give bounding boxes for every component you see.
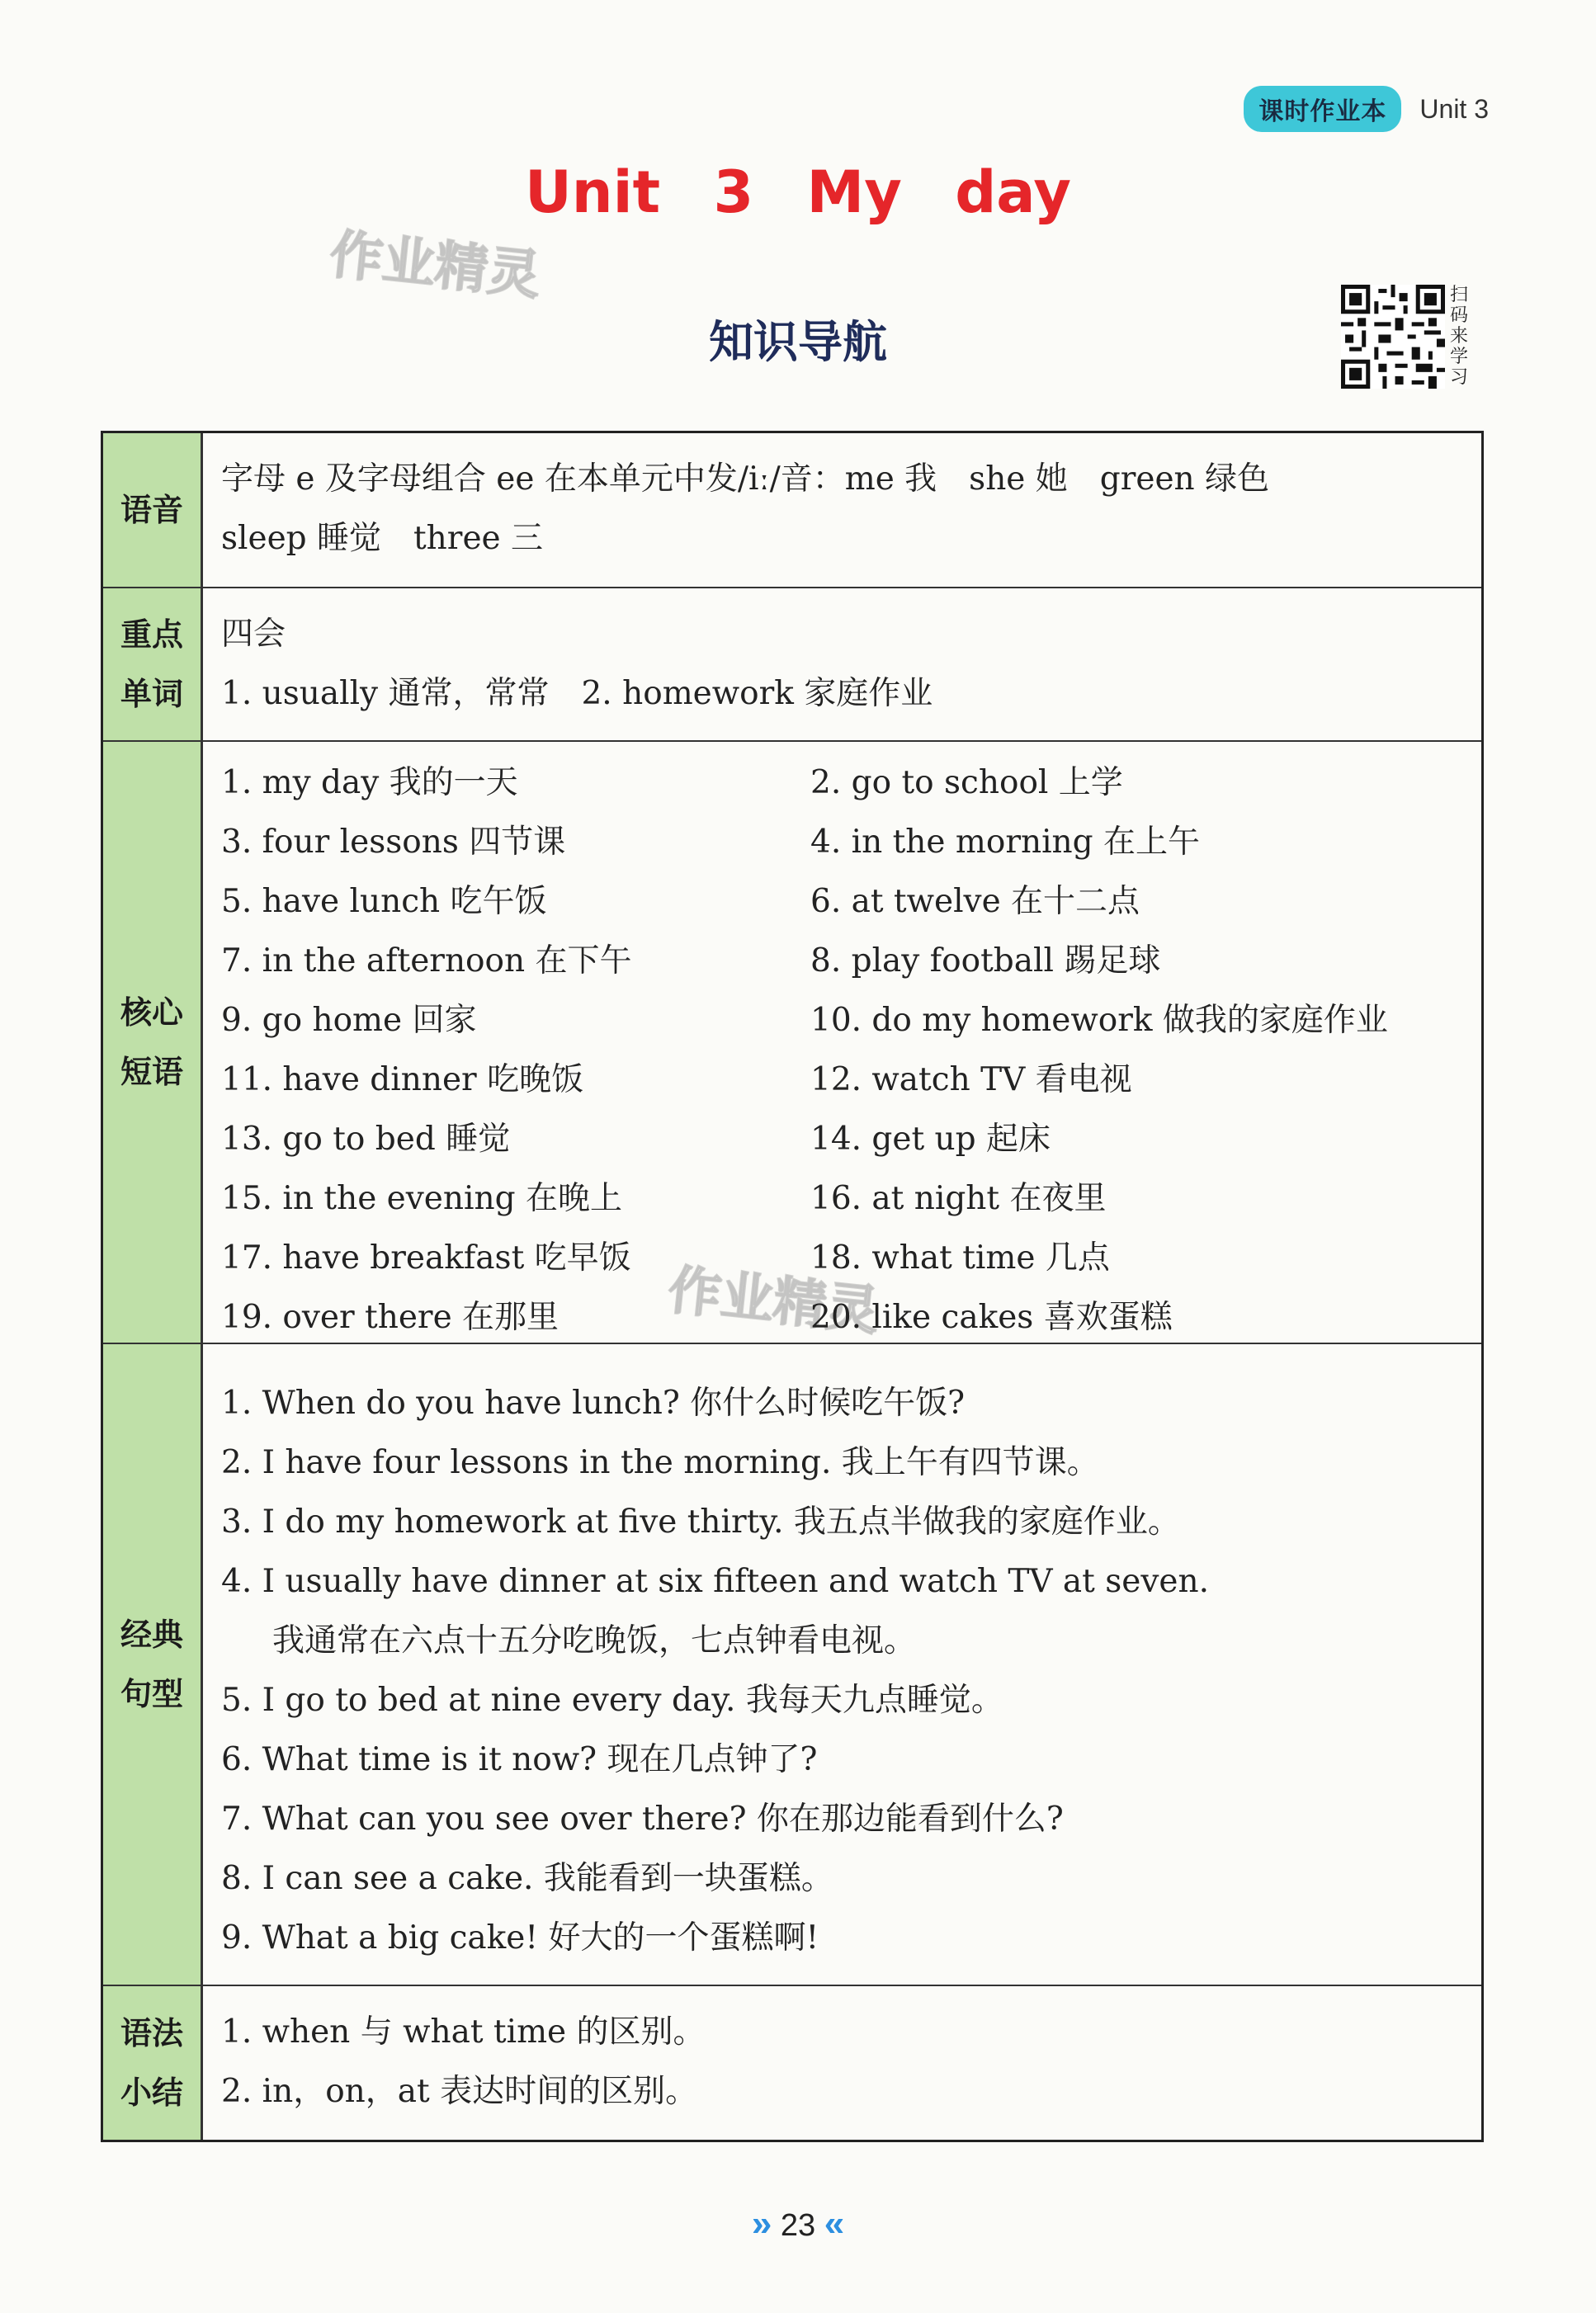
- phrase-item: 11. have dinner 吃晚饭: [221, 1061, 584, 1098]
- book-badge: 课时作业本: [1244, 86, 1401, 132]
- phrase-item: 9. go home 回家: [221, 1002, 477, 1039]
- sentence-item: 6. What time is it now? 现在几点钟了?: [221, 1741, 818, 1778]
- page-footer: [0, 2203, 1596, 2245]
- page-number: 23: [780, 2208, 816, 2243]
- sentence-item: 7. What can you see over there? 你在那边能看到什么?: [221, 1801, 1064, 1838]
- running-header: [1244, 86, 1489, 132]
- sentence-item: 4. I usually have dinner at six fifteen and watch TV at seven.: [221, 1563, 1209, 1600]
- qr-block[interactable]: [1341, 285, 1468, 389]
- row-core-phrases: [103, 742, 1481, 1344]
- phrase-item: 13. go to bed 睡觉: [221, 1121, 511, 1158]
- phrase-item: 3. four lessons 四节课: [221, 824, 566, 861]
- unit-tag: Unit 3: [1419, 93, 1489, 124]
- phrase-item: 14. get up 起床: [810, 1121, 1051, 1158]
- row-phonetics: [103, 433, 1481, 588]
- category-key-words: 重点 单词: [103, 588, 203, 740]
- phrase-item: 19. over there 在那里: [221, 1299, 560, 1336]
- qr-label: 扫 码 来 学 习: [1450, 285, 1469, 388]
- phrase-item: 6. at twelve 在十二点: [810, 883, 1140, 920]
- phrase-item: 17. have breakfast 吃早饭: [221, 1239, 631, 1277]
- phrase-item: 15. in the evening 在晚上: [221, 1180, 622, 1217]
- phrase-item: 1. my day 我的一天: [221, 764, 518, 801]
- sentence-item: 2. I have four lessons in the morning. 我上午有四节课。: [221, 1444, 1099, 1481]
- phrase-item: 20. like cakes 喜欢蛋糕: [810, 1299, 1173, 1336]
- chevron-left-icon: «: [824, 2203, 845, 2244]
- knowledge-table: [101, 431, 1484, 2142]
- row-sentences: [103, 1344, 1481, 1986]
- watermark: 作业精灵: [327, 224, 544, 308]
- sentence-translation: 我通常在六点十五分吃晚饭，七点钟看电视。: [272, 1622, 917, 1659]
- sentence-item: 9. What a big cake! 好大的一个蛋糕啊!: [221, 1919, 819, 1957]
- phrase-item: 2. go to school 上学: [810, 764, 1123, 801]
- section-title: 知识导航: [709, 316, 887, 368]
- core-phrases-content: [203, 742, 1481, 1343]
- grammar-content: 1. when 与 what time 的区别。 2. in，on，at 表达时间的区别。: [221, 2013, 706, 2110]
- row-key-words: [103, 588, 1481, 742]
- watermark: 作业精灵: [665, 1259, 882, 1343]
- sentence-item: 5. I go to bed at nine every day. 我每天九点睡觉。: [221, 1682, 1003, 1719]
- phrase-item: 18. what time 几点: [810, 1239, 1110, 1277]
- category-sentences: 经典 句型: [103, 1344, 203, 1985]
- chevron-right-icon: »: [751, 2203, 772, 2244]
- category-core-phrases: 核心 短语: [103, 742, 203, 1343]
- phrase-item: 10. do my homework 做我的家庭作业: [810, 1002, 1388, 1039]
- key-words-content: 四会 1. usually 通常，常常 2. homework 家庭作业: [221, 616, 933, 712]
- phrase-item: 8. play football 踢足球: [810, 942, 1161, 979]
- phrase-item: 7. in the afternoon 在下午: [221, 942, 632, 979]
- category-phonetics: 语音: [103, 433, 203, 587]
- category-grammar: 语法 小结: [103, 1986, 203, 2140]
- unit-title: Unit 3 My day: [524, 158, 1072, 226]
- row-grammar: [103, 1986, 1481, 2140]
- phrase-item: 12. watch TV 看电视: [810, 1061, 1132, 1098]
- phrase-item: 4. in the morning 在上午: [810, 824, 1201, 861]
- sentence-item: 8. I can see a cake. 我能看到一块蛋糕。: [221, 1860, 833, 1897]
- phonetics-content: 字母 e 及字母组合 ee 在本单元中发/iː/音：me 我 she 她 green 绿色 sleep 睡觉 three 三: [221, 460, 1270, 557]
- sentences-content: [203, 1344, 1481, 1985]
- sentence-item: 1. When do you have lunch? 你什么时候吃午饭?: [221, 1385, 966, 1422]
- qr-code-icon[interactable]: [1341, 285, 1445, 389]
- sentence-item: 3. I do my homework at five thirty. 我五点半做我的家庭作业。: [221, 1503, 1180, 1541]
- phrase-item: 16. at night 在夜里: [810, 1180, 1107, 1217]
- phrase-item: 5. have lunch 吃午饭: [221, 883, 547, 920]
